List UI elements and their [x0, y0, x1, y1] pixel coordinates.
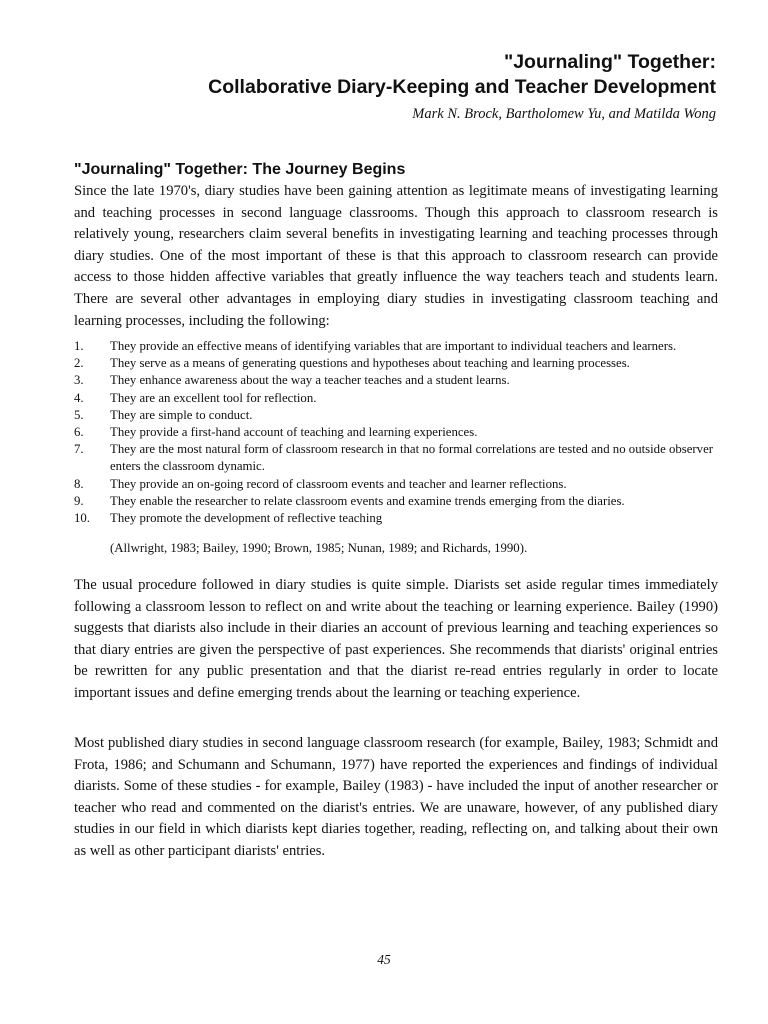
list-item-text: They are simple to conduct. [110, 407, 253, 422]
list-item [74, 441, 720, 475]
list-item [74, 338, 720, 355]
list-item-number: 9. [74, 493, 84, 508]
list-item-text: They are the most natural form of classroom research in that no formal correlations are tested and no outside observer enters the classroom dynamic. [110, 442, 714, 474]
section-heading: "Journaling" Together: The Journey Begins [74, 161, 406, 178]
list-item-text: They provide an effective means of identifying variables that are important to individual teachers and learners. [110, 339, 677, 353]
list-item-text: They provide an on-going record of classroom events and teacher and learner reflections. [110, 476, 567, 491]
list-item-text: They provide a first-hand account of teaching and learning experiences. [110, 425, 478, 440]
published-studies-paragraph: Most published diary studies in second language classroom research (for example, Bailey, 1983; Schmidt and Frota, 1986; and Schumann and Schumann, 1977) have reported the experiences and findings of individual diarists. Some of these studies - for example, Bailey (1983) - have included the input of another researcher or teacher who read and commented on the diarist's entries. We are unaware, however, of any published diary studies in our field in which diarists kept diaries together, reading, reflecting on, and talking about their own as well as other participant diarists' entries. [74, 735, 718, 859]
list-citation: (Allwright, 1983; Bailey, 1990; Brown, 1985; Nunan, 1989; and Richards, 1990). [110, 541, 528, 555]
list-item-number: 5. [74, 407, 84, 422]
list-item [74, 355, 720, 372]
list-item [74, 424, 720, 441]
article-authors: Mark N. Brock, Bartholomew Yu, and Matilda Wong [412, 106, 716, 122]
list-item-text: They enable the researcher to relate classroom events and examine trends emerging from the diaries. [110, 493, 625, 508]
list-item-number: 7. [74, 442, 84, 457]
article-title-line-1: "Journaling" Together: [503, 51, 716, 73]
list-item-number: 1. [74, 339, 84, 353]
list-item-number: 4. [74, 390, 84, 405]
list-item-number: 6. [74, 425, 84, 440]
list-item [74, 510, 720, 527]
list-item [74, 407, 720, 424]
list-item-number: 8. [74, 476, 84, 491]
list-item [74, 493, 720, 510]
list-item [74, 390, 720, 407]
list-item [74, 372, 720, 389]
list-item-text: They are an excellent tool for reflection. [110, 390, 317, 405]
article-title [56, 50, 716, 100]
list-item-number: 10. [74, 511, 90, 526]
list-item-number: 3. [74, 373, 84, 388]
page-number: 45 [377, 952, 391, 967]
list-item-number: 2. [74, 356, 84, 371]
intro-paragraph: Since the late 1970's, diary studies have been gaining attention as legitimate means of investigating learning and teaching processes in second language classrooms. Though this approach to classroom research is relatively young, researchers claim several benefits in investigating learning and teaching processes through diary studies. One of the most important of these is that this approach to classroom research can provide access to those hidden affective variables that greatly influence the way teachers teach and students learn. There are several other advantages in employing diary studies in investigating classroom teaching and learning processes, including the following: [74, 183, 718, 329]
list-item-text: They serve as a means of generating questions and hypotheses about teaching and learning processes. [110, 356, 630, 371]
list-item-text: They enhance awareness about the way a teacher teaches and a student learns. [110, 373, 510, 388]
advantages-list [74, 338, 720, 527]
list-item [74, 476, 720, 493]
list-item-text: They promote the development of reflective teaching [110, 511, 383, 526]
procedure-paragraph: The usual procedure followed in diary studies is quite simple. Diarists set aside regular times immediately following a classroom lesson to reflect on and write about the teaching or learning experience. Bailey (1990) suggests that diarists also include in their diaries an account of previous learning and teaching experiences so that diary entries are given the perspective of past experiences. She recommends that diarists' original entries be rewritten for any public presentation and that the diarist re-read entries regularly in order to locate important issues and define emerging trends about the learning or teaching experience. [74, 577, 718, 701]
article-title-line-2: Collaborative Diary-Keeping and Teacher Development [208, 76, 716, 98]
